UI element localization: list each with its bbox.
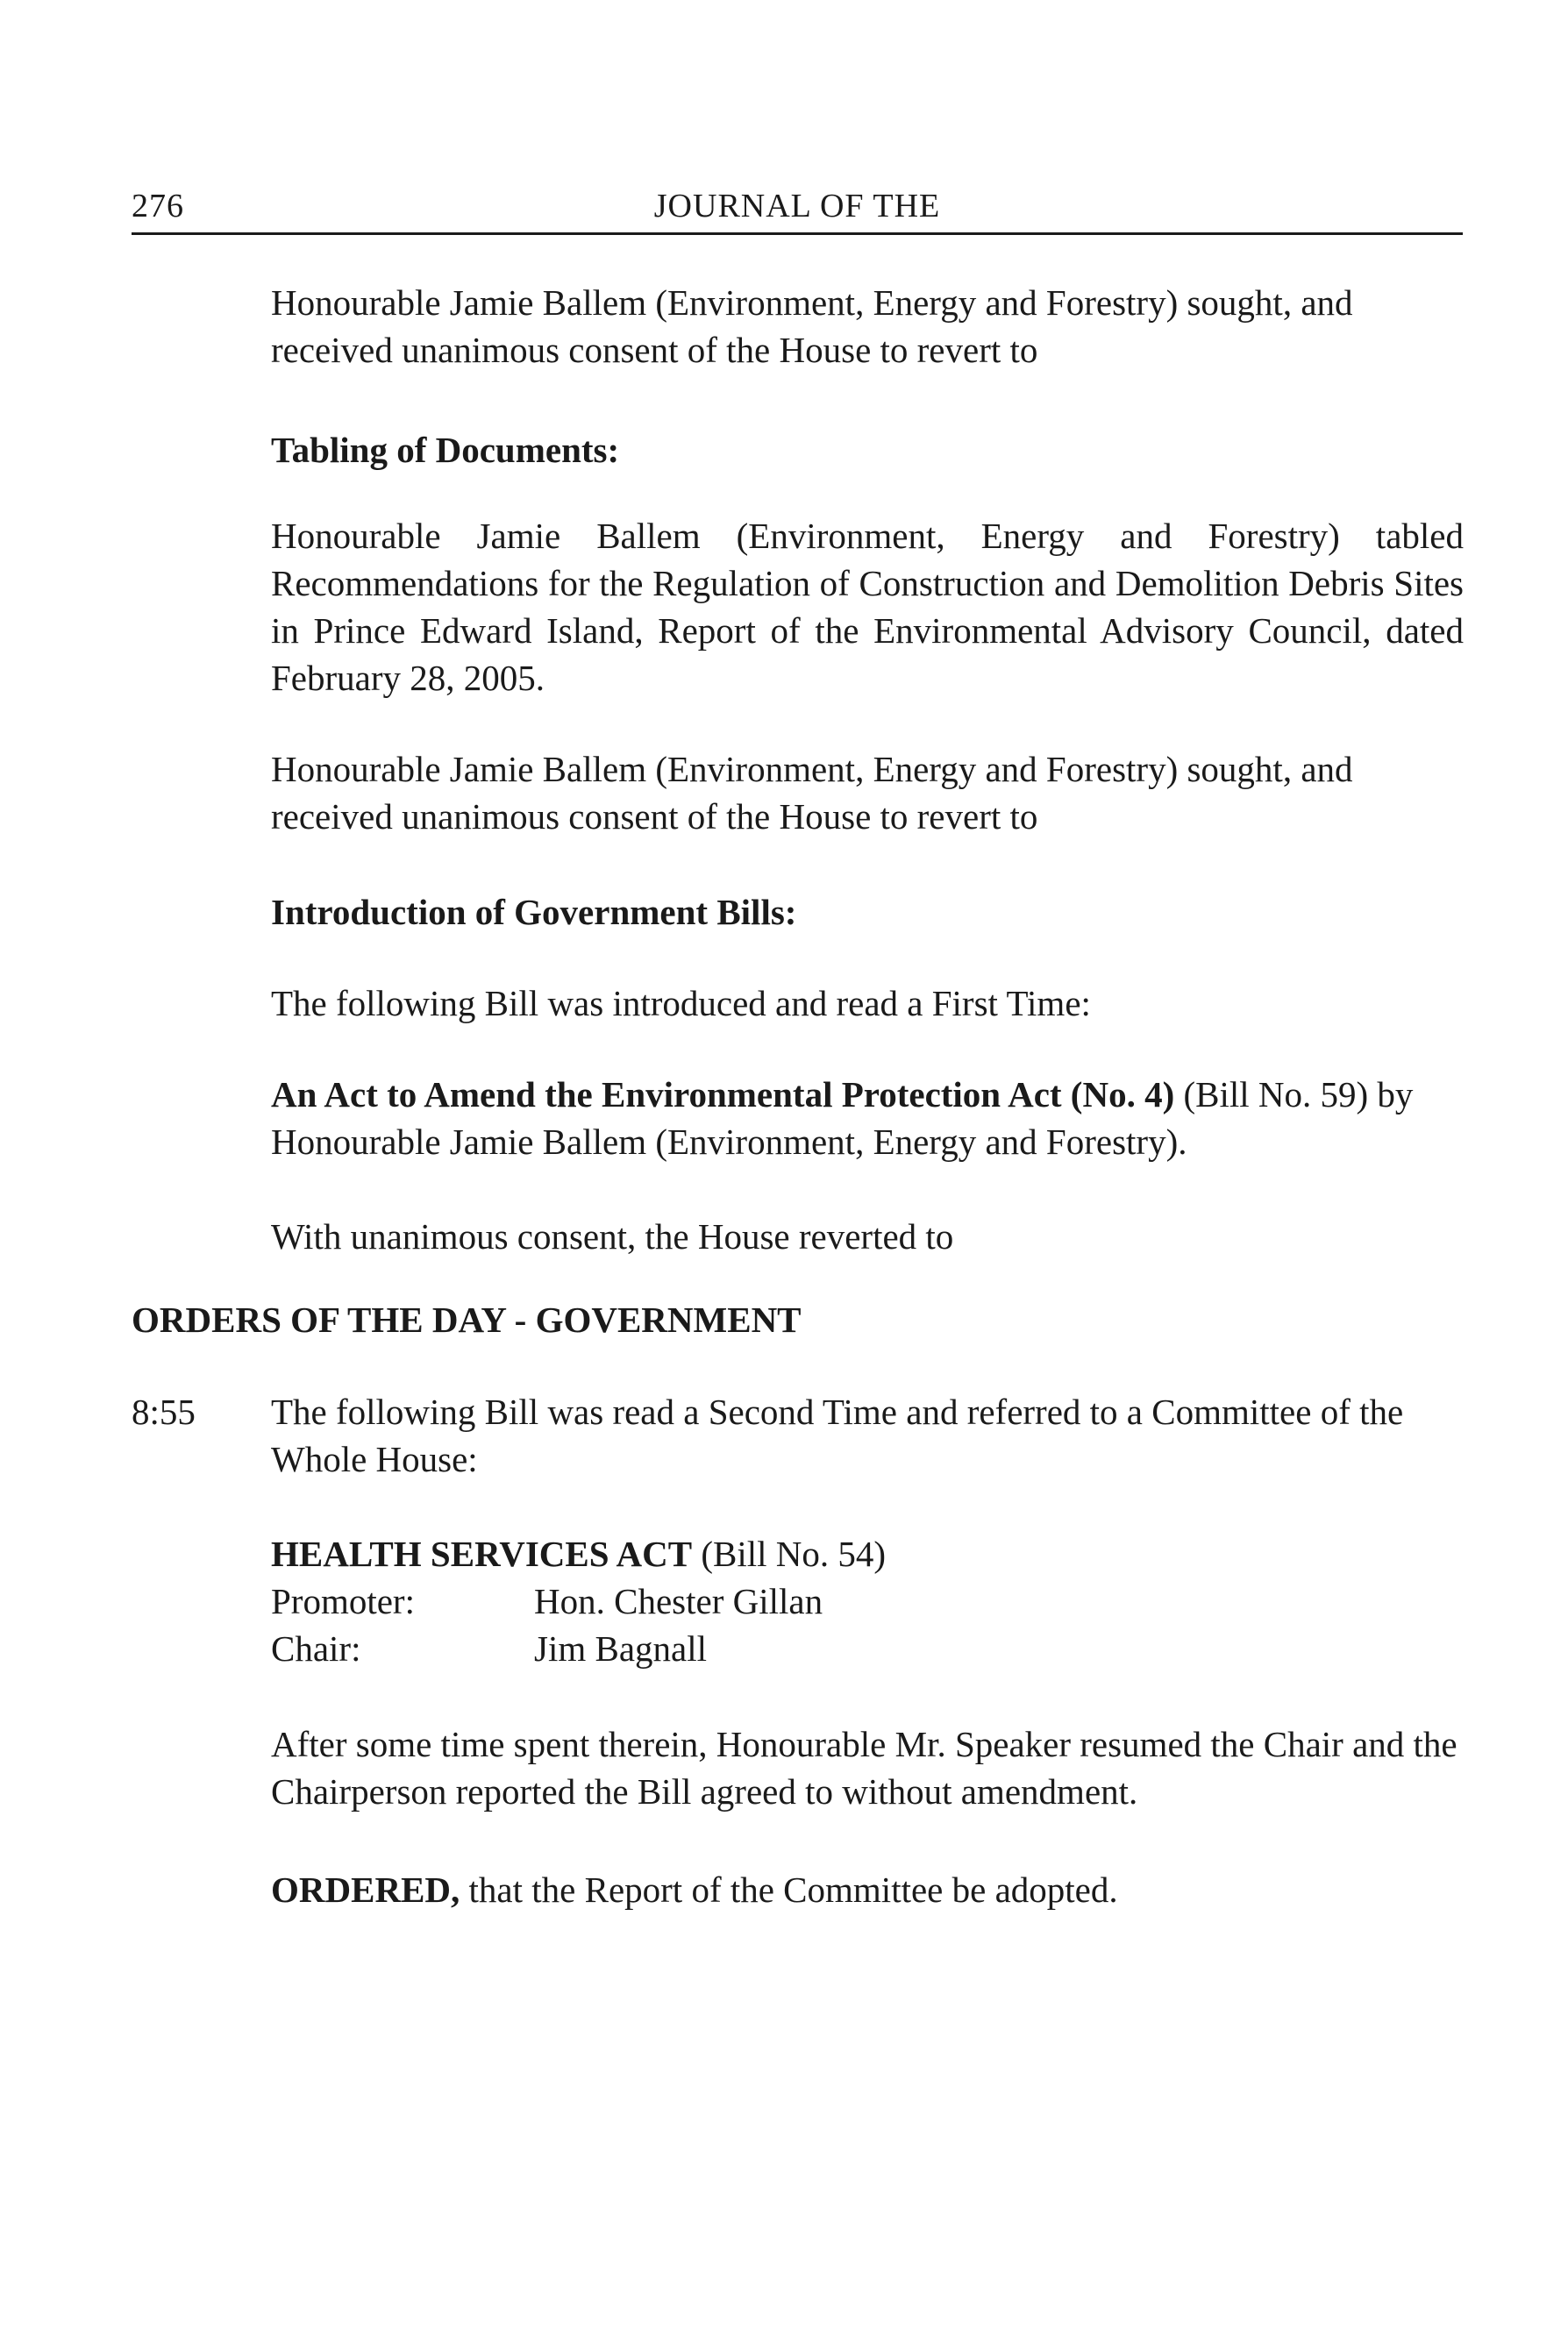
after-time-paragraph: After some time spent therein, Honourable Mr. Speaker resumed the Chair and the Chairperson reported the Bill agreed to without amendment. bbox=[271, 1724, 1458, 1812]
ordered-paragraph bbox=[271, 1866, 1464, 1913]
page-number: 276 bbox=[132, 188, 184, 224]
promoter-value: Hon. Chester Gillan bbox=[534, 1581, 823, 1621]
running-head: JOURNAL OF THE bbox=[653, 188, 941, 224]
intro-bills-heading: Introduction of Government Bills: bbox=[271, 892, 797, 932]
reverted-paragraph: With unanimous consent, the House reverted to bbox=[271, 1216, 954, 1257]
bill-59-title: An Act to Amend the Environmental Protection Act (No. 4) bbox=[271, 1074, 1175, 1115]
chair-value: Jim Bagnall bbox=[534, 1628, 708, 1669]
ordered-keyword: ORDERED, bbox=[271, 1870, 460, 1910]
bill-54-line bbox=[271, 1530, 1148, 1578]
revert-paragraph-1: Honourable Jamie Ballem (Environment, Energy and Forestry) sought, and received unanimous consent of the House to revert to bbox=[271, 282, 1353, 370]
bill-54-block bbox=[271, 1530, 1148, 1672]
orders-of-the-day-heading: ORDERS OF THE DAY - GOVERNMENT bbox=[132, 1300, 802, 1340]
page-header bbox=[132, 180, 1463, 235]
bill-54-title: HEALTH SERVICES ACT bbox=[271, 1534, 693, 1574]
bill-59-details: (Bill No. 59) by Honourable Jamie Ballem (Environment, Energy and Forestry). bbox=[271, 1074, 1414, 1162]
tabling-paragraph: Honourable Jamie Ballem (Environment, Energy and Forestry) tabled Recommendations for the Regulation of Construction and Demolition Debris Sites in Prince Edward Island, Report of the Environmental Advisory Council, dated February 28, 2005. bbox=[271, 516, 1464, 698]
promoter-row bbox=[271, 1578, 1148, 1625]
promoter-label: Promoter: bbox=[271, 1581, 415, 1621]
bill-54-number: (Bill No. 54) bbox=[692, 1534, 887, 1574]
second-time-paragraph: The following Bill was read a Second Time and referred to a Committee of the Whole House: bbox=[271, 1392, 1404, 1479]
chair-row bbox=[271, 1625, 1148, 1672]
time-stamp: 8:55 bbox=[132, 1392, 196, 1432]
tabling-heading: Tabling of Documents: bbox=[271, 430, 620, 470]
revert-paragraph-2: Honourable Jamie Ballem (Environment, Energy and Forestry) sought, and received unanimous consent of the House to revert to bbox=[271, 749, 1353, 837]
ordered-text: that the Report of the Committee be adopted. bbox=[460, 1870, 1118, 1910]
first-time-paragraph: The following Bill was introduced and read a First Time: bbox=[271, 983, 1091, 1023]
bill-59-paragraph bbox=[271, 1071, 1464, 1165]
chair-label: Chair: bbox=[271, 1628, 361, 1669]
